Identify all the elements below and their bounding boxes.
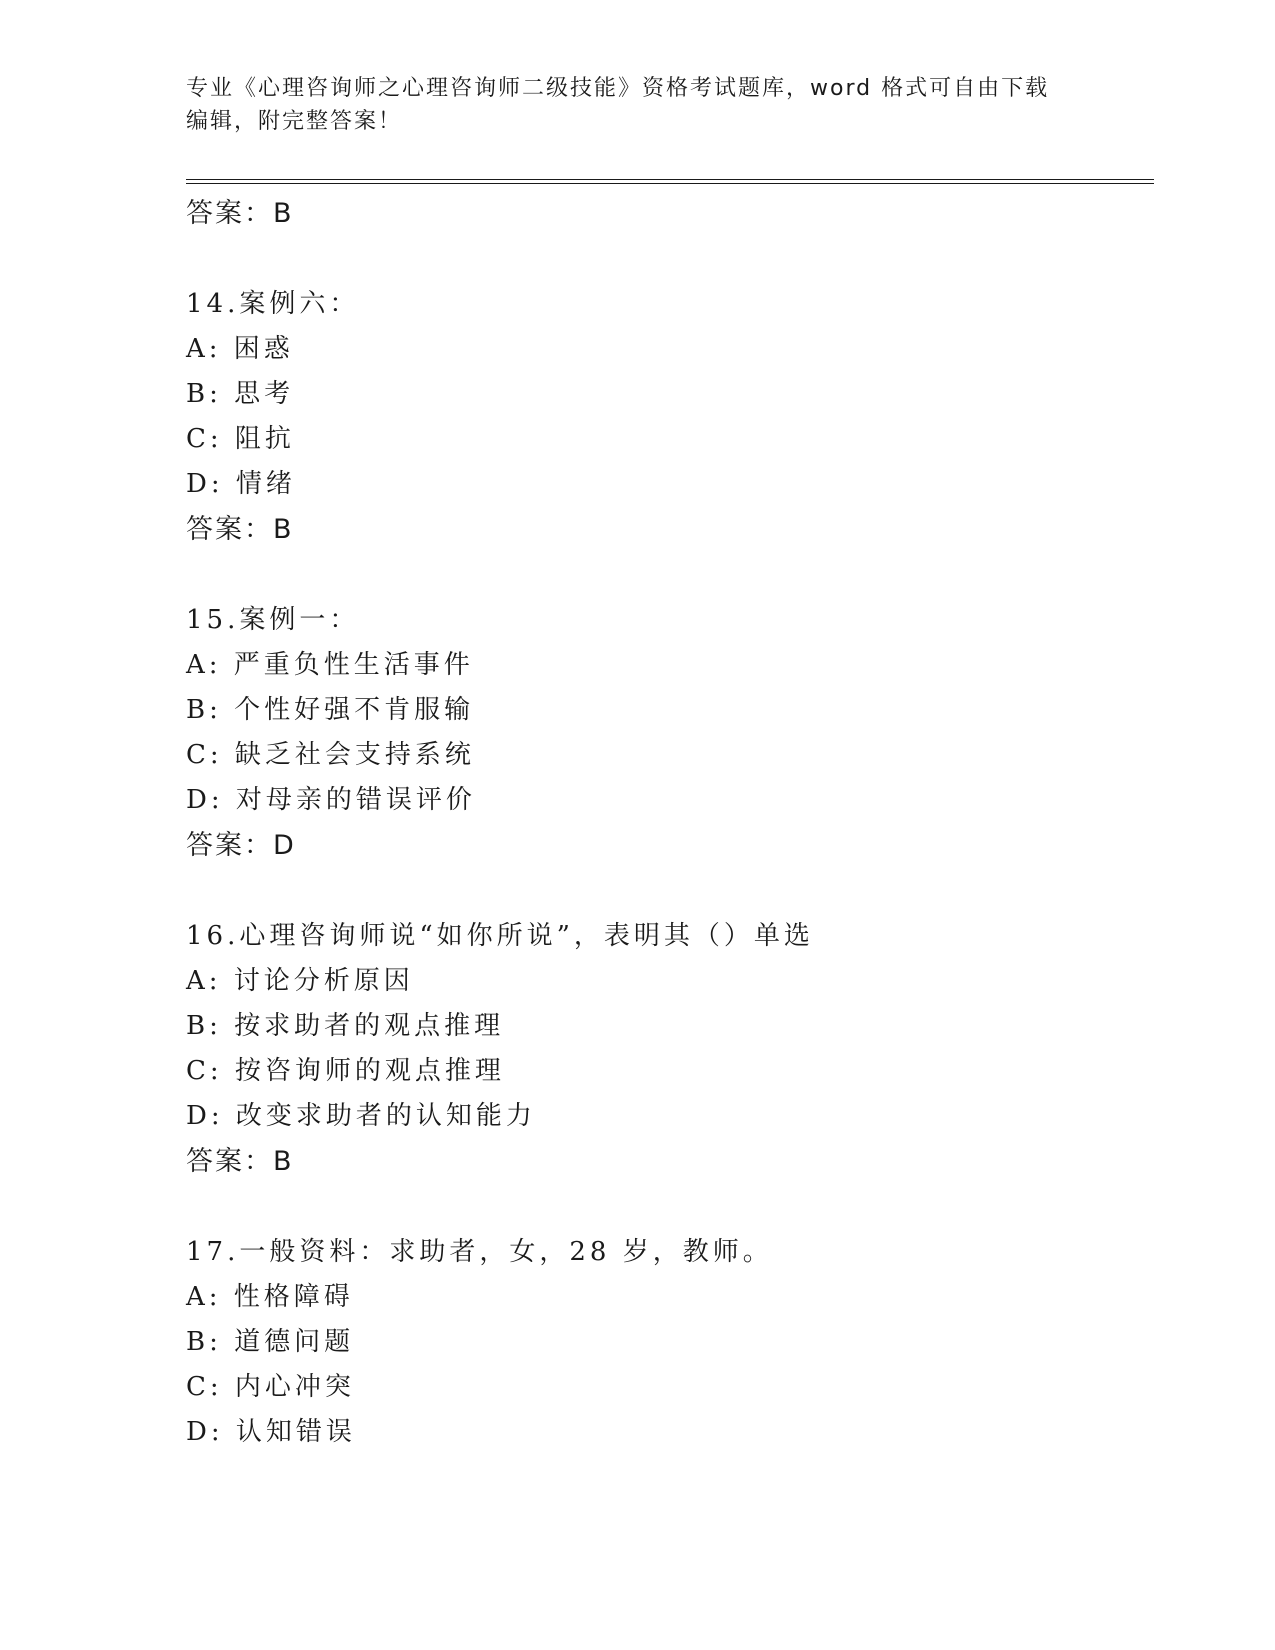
option-a: A: 讨论分析原因	[186, 966, 414, 996]
option-a: A: 困惑	[186, 334, 294, 364]
option-a: A: 性格障碍	[186, 1282, 354, 1312]
option-c: C: 按咨询师的观点推理	[186, 1056, 505, 1086]
answer-line: 答案：D	[186, 830, 296, 861]
question-text: 16.心理咨询师说“如你所说”，表明其（）单选	[186, 921, 814, 951]
option-c: C: 缺乏社会支持系统	[186, 740, 475, 770]
option-a: A: 严重负性生活事件	[186, 650, 474, 680]
answer-line: 答案：B	[186, 514, 294, 545]
header-divider-bottom	[186, 183, 1154, 184]
option-b: B: 道德问题	[186, 1327, 355, 1357]
option-d: D: 情绪	[186, 469, 296, 499]
question-text: 15.案例一：	[186, 605, 360, 635]
option-b: B: 按求助者的观点推理	[186, 1011, 505, 1041]
question-block-16	[186, 914, 1154, 1184]
option-d: D: 改变求助者的认知能力	[186, 1101, 536, 1131]
option-b: B: 个性好强不肯服输	[186, 695, 475, 725]
question-text: 14.案例六：	[186, 289, 360, 319]
header-line-2: 编辑，附完整答案！	[186, 109, 403, 134]
document-header	[186, 72, 1086, 138]
question-block-17	[186, 1230, 1154, 1455]
answer-line: 答案：B	[186, 1146, 294, 1177]
option-c: C: 阻抗	[186, 424, 295, 454]
option-c: C: 内心冲突	[186, 1372, 355, 1402]
answer-line: 答案：B	[186, 198, 294, 229]
header-line-1: 专业《心理咨询师之心理咨询师二级技能》资格考试题库，word 格式可自由下载	[186, 76, 1050, 101]
option-b: B: 思考	[186, 379, 295, 409]
question-block-15	[186, 598, 1154, 868]
header-divider-top	[186, 179, 1154, 180]
question-block-14	[186, 282, 1154, 552]
question-list	[186, 191, 1154, 1455]
question-text: 17.一般资料：求助者，女，28 岁，教师。	[186, 1237, 773, 1267]
option-d: D: 对母亲的错误评价	[186, 785, 476, 815]
option-d: D: 认知错误	[186, 1417, 356, 1447]
